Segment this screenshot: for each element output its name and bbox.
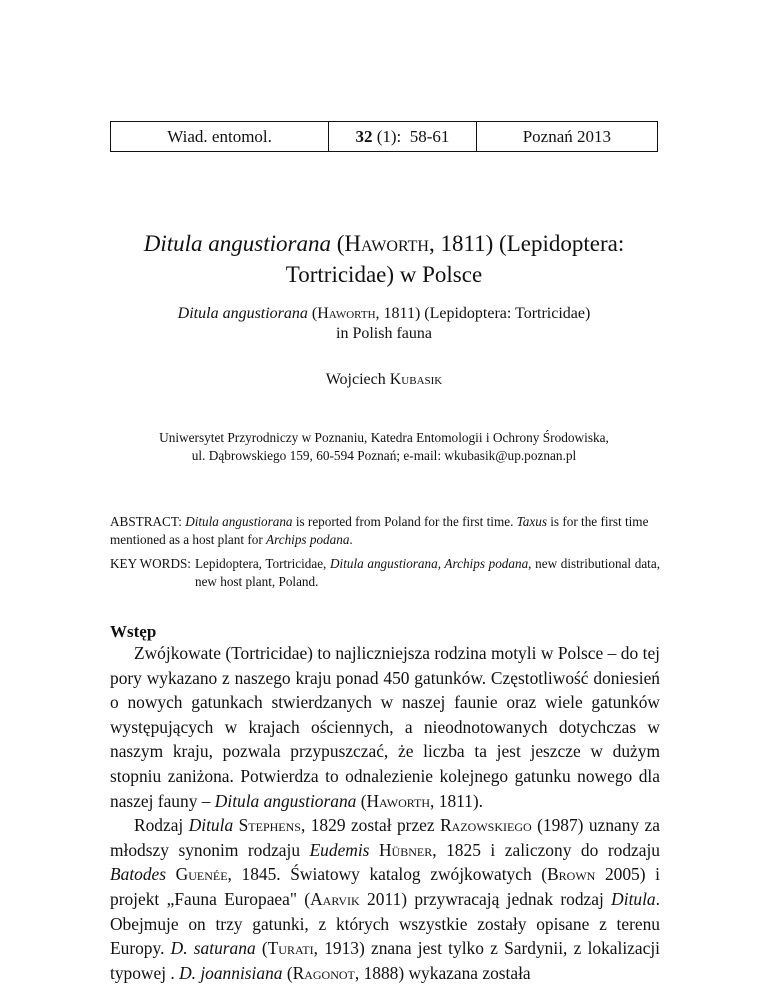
p2-batodes: Batodes <box>110 864 167 885</box>
p2-text-l: ( <box>255 938 268 959</box>
p2-author-2: Razowskiego <box>440 815 532 836</box>
keywords-list <box>195 555 660 590</box>
title-species: Ditula angustiorana <box>143 231 331 256</box>
keywords-species: Ditula angustiorana, Archips podana <box>330 556 529 571</box>
journal-name: Wiad. entomol. <box>167 126 272 146</box>
keywords-text-1: Lepidoptera, Tortricidae, <box>194 556 330 571</box>
abstract <box>110 513 660 548</box>
affiliation <box>100 429 668 465</box>
p2-saturana: D. saturana <box>170 938 256 959</box>
author-last: Kubasik <box>389 371 443 388</box>
affiliation-line2: ul. Dąbrowskiego 159, 60-594 Poznań; e-mail: wkubasik@up.poznan.pl <box>191 448 577 463</box>
subtitle-line2: in Polish fauna <box>336 325 432 342</box>
p2-text-o: , 1888) wykazana została <box>354 962 531 983</box>
subtitle-author: Haworth <box>317 305 376 322</box>
p2-text-c: , 1829 został przez <box>300 815 441 836</box>
subtitle-rest: , 1811) (Lepidoptera: Tortricidae) <box>375 305 591 322</box>
article-title <box>100 228 668 290</box>
p2-author-3: Hübner <box>379 839 433 860</box>
p2-text-f: , 1825 i zaliczony do rodzaju <box>432 839 660 860</box>
keywords-label: KEY WORDS: <box>110 556 191 571</box>
p2-genus: Ditula <box>188 815 234 836</box>
p2-text-a: Rodzaj <box>134 815 189 836</box>
keywords <box>110 555 660 590</box>
subtitle-paren: ( <box>307 305 318 322</box>
title-rest: , 1811) (Lepidoptera: <box>429 231 625 256</box>
subtitle-species: Ditula angustiorana <box>177 305 308 322</box>
p2-text-g <box>166 864 176 884</box>
p2-text-e <box>369 840 379 860</box>
p1-text-a: Zwójkowate (Tortricidae) to najliczniejsza rodzina motyli w Polsce – do tej pory wykazano z naszego kraju ponad 450 gatunków. Częstotliwość doniesień o nowych gatunkach stwierdzanych w naszej faunie oraz wiele gatunków występujących w krajach ościennych, a nieodnotowanych dotychczas w naszym kraju, pozwala przypuszczać, że liczba ta jest jeszcze w dużym stopniu zaniżona. Potwierdza to odnalezienie kolejnego gatunku nowego dla naszej fauny – <box>110 643 660 811</box>
affiliation-line1: Uniwersytet Przyrodniczy w Poznaniu, Katedra Entomologii i Ochrony Środowiska, <box>159 430 609 445</box>
volume-number: 32 <box>355 126 373 146</box>
p1-text-b: ( <box>356 790 367 811</box>
place-year: Poznań 2013 <box>476 122 657 151</box>
p2-author-8: Ragonot <box>292 962 355 983</box>
abstract-taxus: Taxus <box>516 514 547 529</box>
p1-author: Haworth <box>366 790 431 811</box>
abstract-text-2: is for the first time mentioned as a host plant for <box>110 514 649 547</box>
p2-joannisiana: D. joannisiana <box>179 962 283 983</box>
author-first: Wojciech <box>325 371 390 388</box>
p2-text-n: ( <box>282 962 293 983</box>
title-line2: Tortricidae) w Polsce <box>285 262 483 287</box>
p2-text-h: , 1845. Światowy katalog zwójkowatych ( <box>227 864 548 885</box>
abstract-species: Ditula angustiorana <box>185 514 293 529</box>
p2-genus-2: Ditula <box>611 888 656 909</box>
volume-issue <box>328 122 475 151</box>
abstract-label: ABSTRACT: <box>110 514 186 529</box>
p2-text-j: 2011) przywracają jednak rodzaj <box>359 888 612 909</box>
paragraph-2 <box>110 813 660 985</box>
title-paren: ( <box>330 231 345 256</box>
p2-text-k: . Obejmuje on trzy gatunki, z których wszystkie zostały opisane z terenu Europy. <box>110 888 660 959</box>
p2-text-m: , 1913) znana jest tylko z Sardynii, z lokalizacji typowej . <box>110 938 660 983</box>
p2-eudemis: Eudemis <box>309 839 370 860</box>
abstract-archips: Archips podana <box>266 531 350 547</box>
title-author: Haworth <box>344 231 429 256</box>
journal-header-box <box>110 121 658 152</box>
abstract-text-1: is reported from Poland for the first time. <box>292 514 517 529</box>
p2-text-d: (1987) uznany za młodszy synonim rodzaju <box>110 815 660 860</box>
article-subtitle <box>100 304 668 344</box>
keywords-text-2: , new distributional data, new host plant, Poland. <box>194 556 660 589</box>
p2-author-1: Stephens <box>238 815 301 836</box>
author-name <box>100 371 668 389</box>
body-text <box>110 641 660 985</box>
p2-author-7: Turati <box>267 938 314 959</box>
section-heading: Wstęp <box>110 622 157 641</box>
p2-author-4: Guenée <box>175 864 228 885</box>
p2-author-6: Aarvik <box>310 888 360 909</box>
issue-pages: (1): 58-61 <box>372 126 450 146</box>
paragraph-1 <box>110 641 660 813</box>
abstract-text-3: . <box>349 531 353 547</box>
p1-species: Ditula angustiorana <box>214 790 357 811</box>
p2-author-5: Brown <box>547 864 596 885</box>
p1-text-c: , 1811). <box>430 790 484 811</box>
p2-text-i: 2005) i projekt „Fauna Europaea" ( <box>110 864 660 909</box>
